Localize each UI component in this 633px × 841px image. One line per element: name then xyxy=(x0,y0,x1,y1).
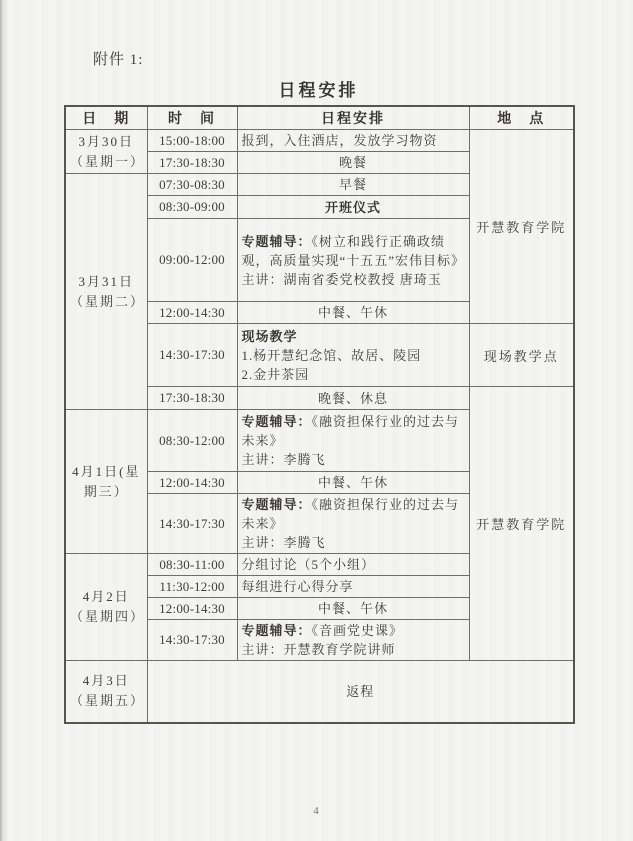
schedule-cell-lecture xyxy=(237,620,469,661)
time-cell: 11:30-12:00 xyxy=(147,576,237,598)
date-line2: 期三） xyxy=(83,483,129,499)
session-topic: 《音画党史课》 xyxy=(311,623,404,638)
location-cell-kaihui-2: 开慧教育学院 xyxy=(469,387,574,661)
location-cell-kaihui-1: 开慧教育学院 xyxy=(469,130,574,324)
table-row xyxy=(65,661,574,723)
table-header-row xyxy=(65,106,574,130)
field-site-2: 2.金井茶园 xyxy=(241,366,310,382)
column-header-time: 时 间 xyxy=(147,106,237,130)
date-line2: （星期一） xyxy=(70,153,146,169)
session-type-label: 专题辅导： xyxy=(241,623,312,638)
session-speaker: 主讲：湖南省委党校教授 唐琦玉 xyxy=(241,271,442,287)
time-cell: 07:30-08:30 xyxy=(147,174,237,196)
session-type-label: 现场教学 xyxy=(241,328,298,344)
column-header-location: 地 点 xyxy=(469,106,574,130)
page-title: 日程安排 xyxy=(278,81,359,100)
location-cell-field-site: 现场教学点 xyxy=(469,324,574,387)
date-line2: （星期五） xyxy=(70,693,146,709)
date-line1: 3月31日 xyxy=(78,273,134,289)
time-cell: 15:00-18:00 xyxy=(147,130,237,152)
time-cell: 17:30-18:30 xyxy=(147,152,237,174)
time-cell: 08:30-11:00 xyxy=(147,554,237,576)
session-type-label: 专题辅导： xyxy=(241,497,312,512)
column-header-date: 日 期 xyxy=(65,106,147,130)
page-number: 4 xyxy=(313,805,320,817)
schedule-cell: 每组进行心得分享 xyxy=(237,576,469,598)
date-cell-mar30 xyxy=(65,130,147,174)
schedule-cell-lecture xyxy=(237,410,469,472)
date-cell-apr3 xyxy=(65,661,147,723)
time-cell: 12:00-14:30 xyxy=(147,302,237,324)
time-cell: 08:30-09:00 xyxy=(147,196,237,219)
schedule-cell: 中餐、午休 xyxy=(237,472,469,494)
date-cell-mar31 xyxy=(65,174,147,410)
date-line1: 4月3日 xyxy=(82,673,130,689)
schedule-cell-return-trip: 返程 xyxy=(147,661,574,723)
schedule-cell-lecture xyxy=(237,494,469,554)
time-cell: 14:30-17:30 xyxy=(147,620,237,661)
time-cell: 14:30-17:30 xyxy=(147,494,237,554)
session-speaker: 主讲：开慧教育学院讲师 xyxy=(241,642,396,657)
schedule-cell-field-teaching xyxy=(237,324,469,387)
session-topic: 《融资担保行业的过去与未来》 xyxy=(241,497,460,531)
schedule-table xyxy=(64,105,575,724)
schedule-cell: 晚餐 xyxy=(237,152,469,174)
date-line2: （星期二） xyxy=(70,293,146,309)
schedule-cell: 晚餐、休息 xyxy=(237,387,469,410)
time-cell: 12:00-14:30 xyxy=(147,598,237,620)
session-type-label: 专题辅导： xyxy=(241,414,312,429)
date-line1: 3月30日 xyxy=(78,133,134,149)
session-speaker: 主讲：李腾飞 xyxy=(241,535,326,550)
session-speaker: 主讲：李腾飞 xyxy=(241,452,326,467)
column-header-schedule: 日程安排 xyxy=(237,106,469,130)
time-cell: 14:30-17:30 xyxy=(147,324,237,387)
date-line1: 4月1日(星 xyxy=(72,463,141,479)
session-topic: 《融资担保行业的过去与未来》 xyxy=(241,414,460,448)
date-line1: 4月2日 xyxy=(82,589,130,604)
session-topic: 《树立和践行正确政绩观，高质量实现“十五五”宏伟目标》 xyxy=(241,233,466,268)
time-cell: 17:30-18:30 xyxy=(147,387,237,410)
schedule-cell: 中餐、午休 xyxy=(237,598,469,620)
attachment-label: 附件 1: xyxy=(93,52,144,68)
schedule-cell-opening-ceremony: 开班仪式 xyxy=(237,196,469,219)
date-line2: （星期四） xyxy=(70,609,146,624)
schedule-cell: 早餐 xyxy=(237,174,469,196)
time-cell: 08:30-12:00 xyxy=(147,410,237,472)
schedule-cell-lecture xyxy=(237,219,469,302)
schedule-cell: 分组讨论（5个小组） xyxy=(237,554,469,576)
schedule-cell: 中餐、午休 xyxy=(237,302,469,324)
session-type-label: 专题辅导： xyxy=(241,233,312,249)
field-site-1: 1.杨开慧纪念馆、故居、陵园 xyxy=(241,347,422,363)
time-cell: 09:00-12:00 xyxy=(147,219,237,302)
schedule-cell: 报到，入住酒店，发放学习物资 xyxy=(237,130,469,152)
time-cell: 12:00-14:30 xyxy=(147,472,237,494)
table-row xyxy=(65,130,574,152)
date-cell-apr2 xyxy=(65,554,147,661)
date-cell-apr1 xyxy=(65,410,147,554)
